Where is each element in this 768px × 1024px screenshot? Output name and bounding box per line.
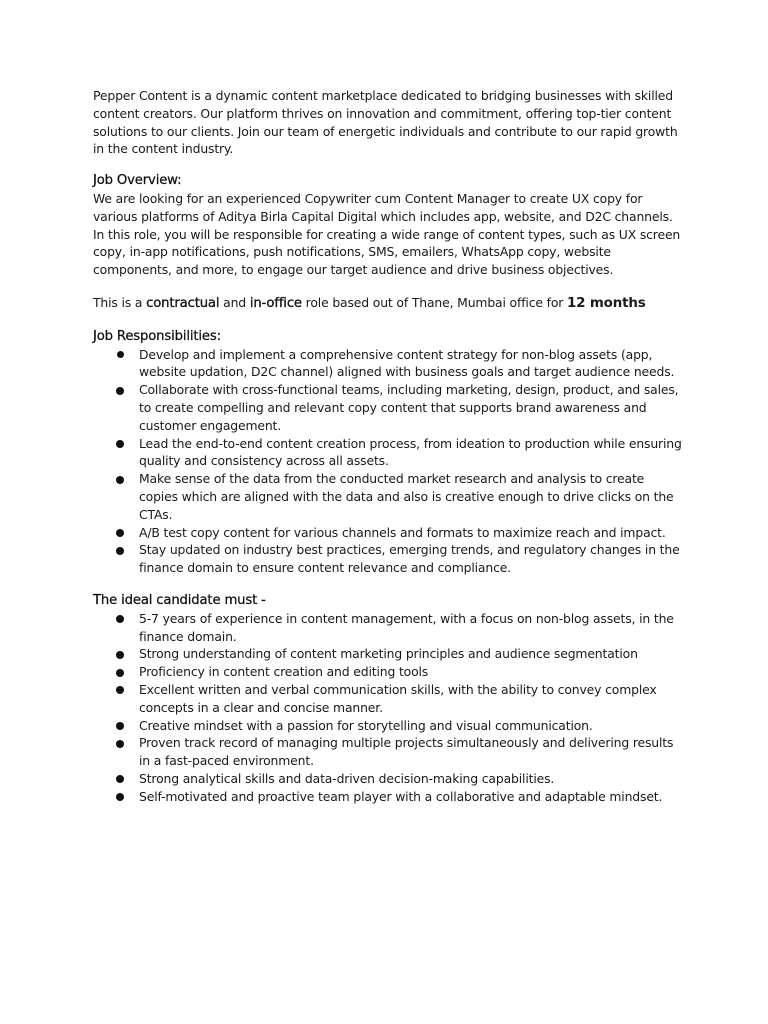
list-item-text: Creative mindset with a passion for storytelling and visual communication. xyxy=(139,717,593,733)
spacer xyxy=(93,158,683,172)
job-overview-paragraph: We are looking for an experienced Copywriter cum Content Manager to create UX copy for various platforms of Aditya Birla Capital Digital which includes app, website, and D2C channels. In this role, you will be responsible for creating a wide range of content types, such as UX screen copy, in-app notifications, push notifications, SMS, emailers, WhatsApp copy, website components, and more, to engage our target audience and drive business objectives. xyxy=(93,190,681,278)
bullet-icon xyxy=(116,615,124,623)
list-item xyxy=(93,770,683,788)
list-item-text: Self-motivated and proactive team player with a collaborative and adaptable mindset. xyxy=(139,788,663,804)
list-item-text: Make sense of the data from the conducted market research and analysis to create copies which are aligned with the data and also is creative enough to drive clicks on the CTAs. xyxy=(139,471,674,522)
list-item-text: Proven track record of managing multiple projects simultaneously and delivering results in a fast-paced environment. xyxy=(139,735,674,769)
role-text-2: and xyxy=(219,294,250,310)
bullet-icon xyxy=(116,686,124,694)
role-text-3: role based out of Thane, Mumbai office for xyxy=(301,294,568,310)
list-item xyxy=(93,381,683,434)
document-page xyxy=(93,87,683,805)
responsibilities-list xyxy=(93,346,683,577)
list-item-text: 5-7 years of experience in content management, with a focus on non-blog assets, in the finance domain. xyxy=(139,610,674,644)
job-overview-heading: Job Overview: xyxy=(93,173,182,189)
list-item xyxy=(93,541,683,577)
list-item-text: Lead the end-to-end content creation process, from ideation to production while ensuring quality and consistency across all assets. xyxy=(139,435,682,469)
spacer xyxy=(93,577,683,592)
list-item-text: A/B test copy content for various channels and formats to maximize reach and impact. xyxy=(139,524,666,540)
bullet-icon xyxy=(116,669,124,677)
role-text-1: This is a xyxy=(93,294,147,310)
list-item xyxy=(93,346,683,382)
spacer xyxy=(93,313,683,328)
bullet-icon xyxy=(116,529,124,537)
list-item-text: Proficiency in content creation and editing tools xyxy=(139,664,429,680)
bullet-icon xyxy=(117,351,124,358)
list-item xyxy=(93,435,683,471)
bullet-icon xyxy=(116,651,124,659)
list-item xyxy=(93,734,683,770)
bullet-icon xyxy=(116,740,124,748)
bullet-icon xyxy=(116,793,124,801)
list-item-text: Develop and implement a comprehensive content strategy for non-blog assets (app, website updation, D2C channel) aligned with business goals and target audience needs. xyxy=(139,346,675,380)
bullet-icon xyxy=(116,775,124,783)
list-item xyxy=(93,524,683,542)
bullet-icon xyxy=(116,387,124,395)
candidate-list xyxy=(93,610,683,806)
role-line xyxy=(93,294,683,313)
list-item xyxy=(93,663,683,681)
bullet-icon xyxy=(116,722,124,730)
list-item xyxy=(93,717,683,735)
list-item xyxy=(93,645,683,663)
ideal-candidate-heading: The ideal candidate must - xyxy=(93,592,266,608)
list-item-text: Stay updated on industry best practices, emerging trends, and regulatory changes in the finance domain to ensure content relevance and compliance. xyxy=(139,542,680,576)
list-item-text: Excellent written and verbal communication skills, with the ability to convey complex concepts in a clear and concise manner. xyxy=(139,681,657,715)
bullet-icon xyxy=(116,476,124,484)
role-duration: 12 months xyxy=(567,295,646,311)
list-item-text: Collaborate with cross-functional teams, including marketing, design, product, and sales, to create compelling and relevant copy content that supports brand awareness and customer engagement. xyxy=(139,382,679,433)
spacer xyxy=(93,279,683,294)
list-item xyxy=(93,681,683,717)
role-in-office: in-office xyxy=(249,295,302,311)
role-contractual: contractual xyxy=(146,295,220,311)
job-responsibilities-heading: Job Responsibilities: xyxy=(93,328,221,344)
list-item xyxy=(93,788,683,806)
bullet-icon xyxy=(116,440,124,448)
bullet-icon xyxy=(116,547,124,555)
list-item xyxy=(93,470,683,523)
intro-paragraph: Pepper Content is a dynamic content marketplace dedicated to bridging businesses with skilled content creators. Our platform thrives on innovation and commitment, offering top-tier content solutions to our clients. Join our team of energetic individuals and contribute to our rapid growth in the content industry. xyxy=(93,88,678,157)
list-item-text: Strong analytical skills and data-driven decision-making capabilities. xyxy=(139,770,555,786)
list-item xyxy=(93,610,683,646)
list-item-text: Strong understanding of content marketing principles and audience segmentation xyxy=(139,646,638,662)
